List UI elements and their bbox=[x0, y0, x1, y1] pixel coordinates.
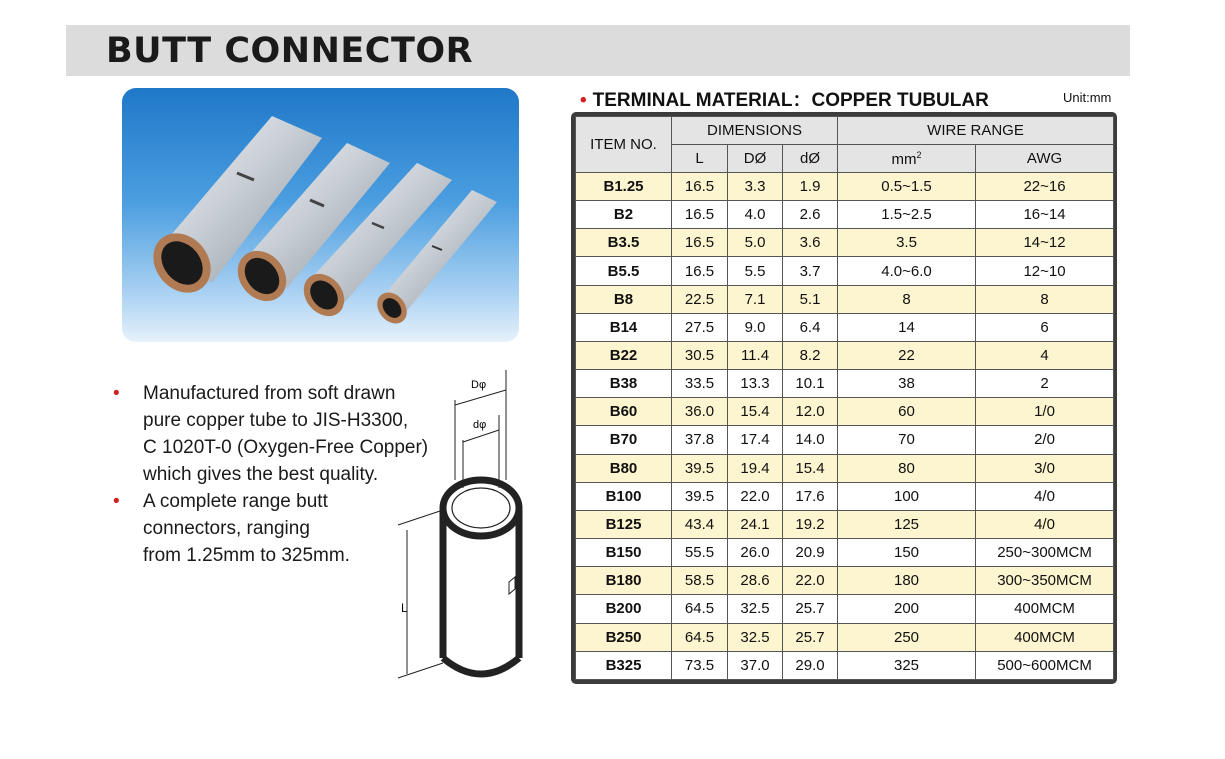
table-cell: 200 bbox=[838, 595, 976, 623]
table-row bbox=[576, 651, 1114, 679]
table-cell: 8.2 bbox=[783, 341, 838, 369]
header-L: L bbox=[672, 145, 728, 173]
table-cell: 4/0 bbox=[976, 510, 1114, 538]
feature-list bbox=[113, 380, 428, 569]
table-cell: 24.1 bbox=[728, 510, 783, 538]
table-cell: B22 bbox=[576, 341, 672, 369]
bullet-icon: • bbox=[113, 383, 120, 404]
header-mm2-sup: 2 bbox=[916, 149, 922, 160]
table-row bbox=[576, 398, 1114, 426]
material-heading bbox=[580, 85, 989, 112]
spec-table-frame bbox=[571, 112, 1117, 684]
table-cell: 325 bbox=[838, 651, 976, 679]
table-cell: 13.3 bbox=[728, 370, 783, 398]
table-row bbox=[576, 313, 1114, 341]
table-cell: B38 bbox=[576, 370, 672, 398]
feature-item bbox=[113, 488, 428, 569]
table-cell: 250 bbox=[838, 623, 976, 651]
page-title: BUTT CONNECTOR bbox=[106, 31, 474, 71]
table-cell: 43.4 bbox=[672, 510, 728, 538]
table-row bbox=[576, 567, 1114, 595]
table-cell: 70 bbox=[838, 426, 976, 454]
feature-line: which gives the best quality. bbox=[143, 464, 379, 485]
table-cell: B2 bbox=[576, 201, 672, 229]
header-wire-range: WIRE RANGE bbox=[838, 117, 1114, 145]
header-D: DØ bbox=[728, 145, 783, 173]
table-row bbox=[576, 257, 1114, 285]
table-cell: 3.3 bbox=[728, 173, 783, 201]
table-cell: 32.5 bbox=[728, 595, 783, 623]
table-cell: 22 bbox=[838, 341, 976, 369]
table-cell: 7.1 bbox=[728, 285, 783, 313]
table-row bbox=[576, 482, 1114, 510]
table-cell: 33.5 bbox=[672, 370, 728, 398]
header-mm2 bbox=[838, 145, 976, 173]
table-cell: 28.6 bbox=[728, 567, 783, 595]
table-cell: 22.0 bbox=[728, 482, 783, 510]
table-cell: B180 bbox=[576, 567, 672, 595]
feature-line: from 1.25mm to 325mm. bbox=[143, 545, 350, 566]
table-cell: 80 bbox=[838, 454, 976, 482]
header-item-no: ITEM NO. bbox=[576, 117, 672, 173]
table-cell: 58.5 bbox=[672, 567, 728, 595]
bullet-icon: • bbox=[580, 90, 587, 111]
table-cell: 14 bbox=[838, 313, 976, 341]
table-row bbox=[576, 426, 1114, 454]
table-cell: 12~10 bbox=[976, 257, 1114, 285]
table-row bbox=[576, 341, 1114, 369]
feature-line: pure copper tube to JIS-H3300, bbox=[143, 410, 409, 431]
table-cell: 16~14 bbox=[976, 201, 1114, 229]
table-cell: B150 bbox=[576, 539, 672, 567]
table-cell: 8 bbox=[838, 285, 976, 313]
table-cell: 39.5 bbox=[672, 482, 728, 510]
table-row bbox=[576, 623, 1114, 651]
table-cell: 150 bbox=[838, 539, 976, 567]
table-cell: 20.9 bbox=[783, 539, 838, 567]
table-cell: 15.4 bbox=[783, 454, 838, 482]
table-cell: 39.5 bbox=[672, 454, 728, 482]
table-cell: 64.5 bbox=[672, 623, 728, 651]
table-cell: 22.5 bbox=[672, 285, 728, 313]
table-cell: 6.4 bbox=[783, 313, 838, 341]
table-cell: 16.5 bbox=[672, 173, 728, 201]
table-cell: B200 bbox=[576, 595, 672, 623]
table-cell: B1.25 bbox=[576, 173, 672, 201]
table-cell: 2/0 bbox=[976, 426, 1114, 454]
feature-line: connectors, ranging bbox=[143, 518, 310, 539]
table-cell: 36.0 bbox=[672, 398, 728, 426]
table-row bbox=[576, 229, 1114, 257]
table-cell: 125 bbox=[838, 510, 976, 538]
table-cell: B60 bbox=[576, 398, 672, 426]
table-cell: 1.5~2.5 bbox=[838, 201, 976, 229]
unit-label: Unit:mm bbox=[1063, 90, 1112, 105]
table-cell: 250~300MCM bbox=[976, 539, 1114, 567]
table-cell: 16.5 bbox=[672, 201, 728, 229]
table-row bbox=[576, 201, 1114, 229]
table-cell: 12.0 bbox=[783, 398, 838, 426]
spec-table-body bbox=[576, 173, 1114, 680]
label-L: L bbox=[401, 601, 408, 615]
table-row bbox=[576, 454, 1114, 482]
table-cell: 11.4 bbox=[728, 341, 783, 369]
header-awg: AWG bbox=[976, 145, 1114, 173]
table-cell: 14.0 bbox=[783, 426, 838, 454]
feature-item bbox=[113, 380, 428, 488]
table-cell: B325 bbox=[576, 651, 672, 679]
table-cell: 3.7 bbox=[783, 257, 838, 285]
table-cell: B70 bbox=[576, 426, 672, 454]
table-cell: 4/0 bbox=[976, 482, 1114, 510]
table-cell: 25.7 bbox=[783, 595, 838, 623]
table-cell: B125 bbox=[576, 510, 672, 538]
header-d: dØ bbox=[783, 145, 838, 173]
table-cell: 400MCM bbox=[976, 595, 1114, 623]
table-cell: 300~350MCM bbox=[976, 567, 1114, 595]
table-cell: 2.6 bbox=[783, 201, 838, 229]
table-cell: 8 bbox=[976, 285, 1114, 313]
table-cell: 10.1 bbox=[783, 370, 838, 398]
table-cell: 16.5 bbox=[672, 257, 728, 285]
table-cell: 100 bbox=[838, 482, 976, 510]
table-cell: B80 bbox=[576, 454, 672, 482]
table-cell: 38 bbox=[838, 370, 976, 398]
table-row bbox=[576, 510, 1114, 538]
table-row bbox=[576, 539, 1114, 567]
table-cell: 37.8 bbox=[672, 426, 728, 454]
bullet-icon: • bbox=[113, 491, 120, 512]
table-cell: 19.4 bbox=[728, 454, 783, 482]
title-bar bbox=[66, 25, 1130, 76]
table-cell: 2 bbox=[976, 370, 1114, 398]
table-cell: 17.6 bbox=[783, 482, 838, 510]
table-cell: 6 bbox=[976, 313, 1114, 341]
dimension-diagram bbox=[393, 360, 533, 690]
feature-line: A complete range butt bbox=[143, 491, 328, 512]
table-cell: B5.5 bbox=[576, 257, 672, 285]
table-cell: B100 bbox=[576, 482, 672, 510]
table-cell: 4.0 bbox=[728, 201, 783, 229]
label-d: dφ bbox=[473, 419, 487, 431]
table-cell: 55.5 bbox=[672, 539, 728, 567]
table-cell: 400MCM bbox=[976, 623, 1114, 651]
feature-line: C 1020T-0 (Oxygen-Free Copper) bbox=[143, 437, 429, 458]
table-cell: 37.0 bbox=[728, 651, 783, 679]
product-photo bbox=[122, 88, 519, 342]
table-cell: B14 bbox=[576, 313, 672, 341]
material-heading-text: TERMINAL MATERIAL：COPPER TUBULAR bbox=[592, 90, 989, 111]
table-cell: 32.5 bbox=[728, 623, 783, 651]
table-cell: 500~600MCM bbox=[976, 651, 1114, 679]
table-cell: 9.0 bbox=[728, 313, 783, 341]
table-cell: 14~12 bbox=[976, 229, 1114, 257]
table-cell: 180 bbox=[838, 567, 976, 595]
table-cell: 17.4 bbox=[728, 426, 783, 454]
table-row bbox=[576, 285, 1114, 313]
table-cell: B250 bbox=[576, 623, 672, 651]
table-cell: 19.2 bbox=[783, 510, 838, 538]
table-cell: 4 bbox=[976, 341, 1114, 369]
table-cell: 3.5 bbox=[838, 229, 976, 257]
table-cell: 27.5 bbox=[672, 313, 728, 341]
table-cell: 16.5 bbox=[672, 229, 728, 257]
table-cell: B8 bbox=[576, 285, 672, 313]
table-cell: 64.5 bbox=[672, 595, 728, 623]
table-row bbox=[576, 595, 1114, 623]
table-cell: 3.6 bbox=[783, 229, 838, 257]
spec-table bbox=[575, 116, 1114, 680]
table-cell: 5.5 bbox=[728, 257, 783, 285]
label-D: Dφ bbox=[471, 379, 487, 391]
table-cell: 5.1 bbox=[783, 285, 838, 313]
table-cell: 26.0 bbox=[728, 539, 783, 567]
table-cell: 1/0 bbox=[976, 398, 1114, 426]
table-cell: 30.5 bbox=[672, 341, 728, 369]
header-dimensions: DIMENSIONS bbox=[672, 117, 838, 145]
table-cell: 0.5~1.5 bbox=[838, 173, 976, 201]
table-cell: 5.0 bbox=[728, 229, 783, 257]
table-cell: 3/0 bbox=[976, 454, 1114, 482]
feature-line: Manufactured from soft drawn bbox=[143, 383, 396, 404]
table-cell: 29.0 bbox=[783, 651, 838, 679]
table-cell: B3.5 bbox=[576, 229, 672, 257]
table-cell: 22.0 bbox=[783, 567, 838, 595]
table-row bbox=[576, 370, 1114, 398]
table-cell: 60 bbox=[838, 398, 976, 426]
table-cell: 1.9 bbox=[783, 173, 838, 201]
table-cell: 73.5 bbox=[672, 651, 728, 679]
table-cell: 4.0~6.0 bbox=[838, 257, 976, 285]
table-cell: 22~16 bbox=[976, 173, 1114, 201]
table-row bbox=[576, 173, 1114, 201]
table-cell: 15.4 bbox=[728, 398, 783, 426]
header-mm2-text: mm bbox=[891, 150, 917, 168]
table-cell: 25.7 bbox=[783, 623, 838, 651]
butt-connector-photo bbox=[122, 88, 519, 342]
